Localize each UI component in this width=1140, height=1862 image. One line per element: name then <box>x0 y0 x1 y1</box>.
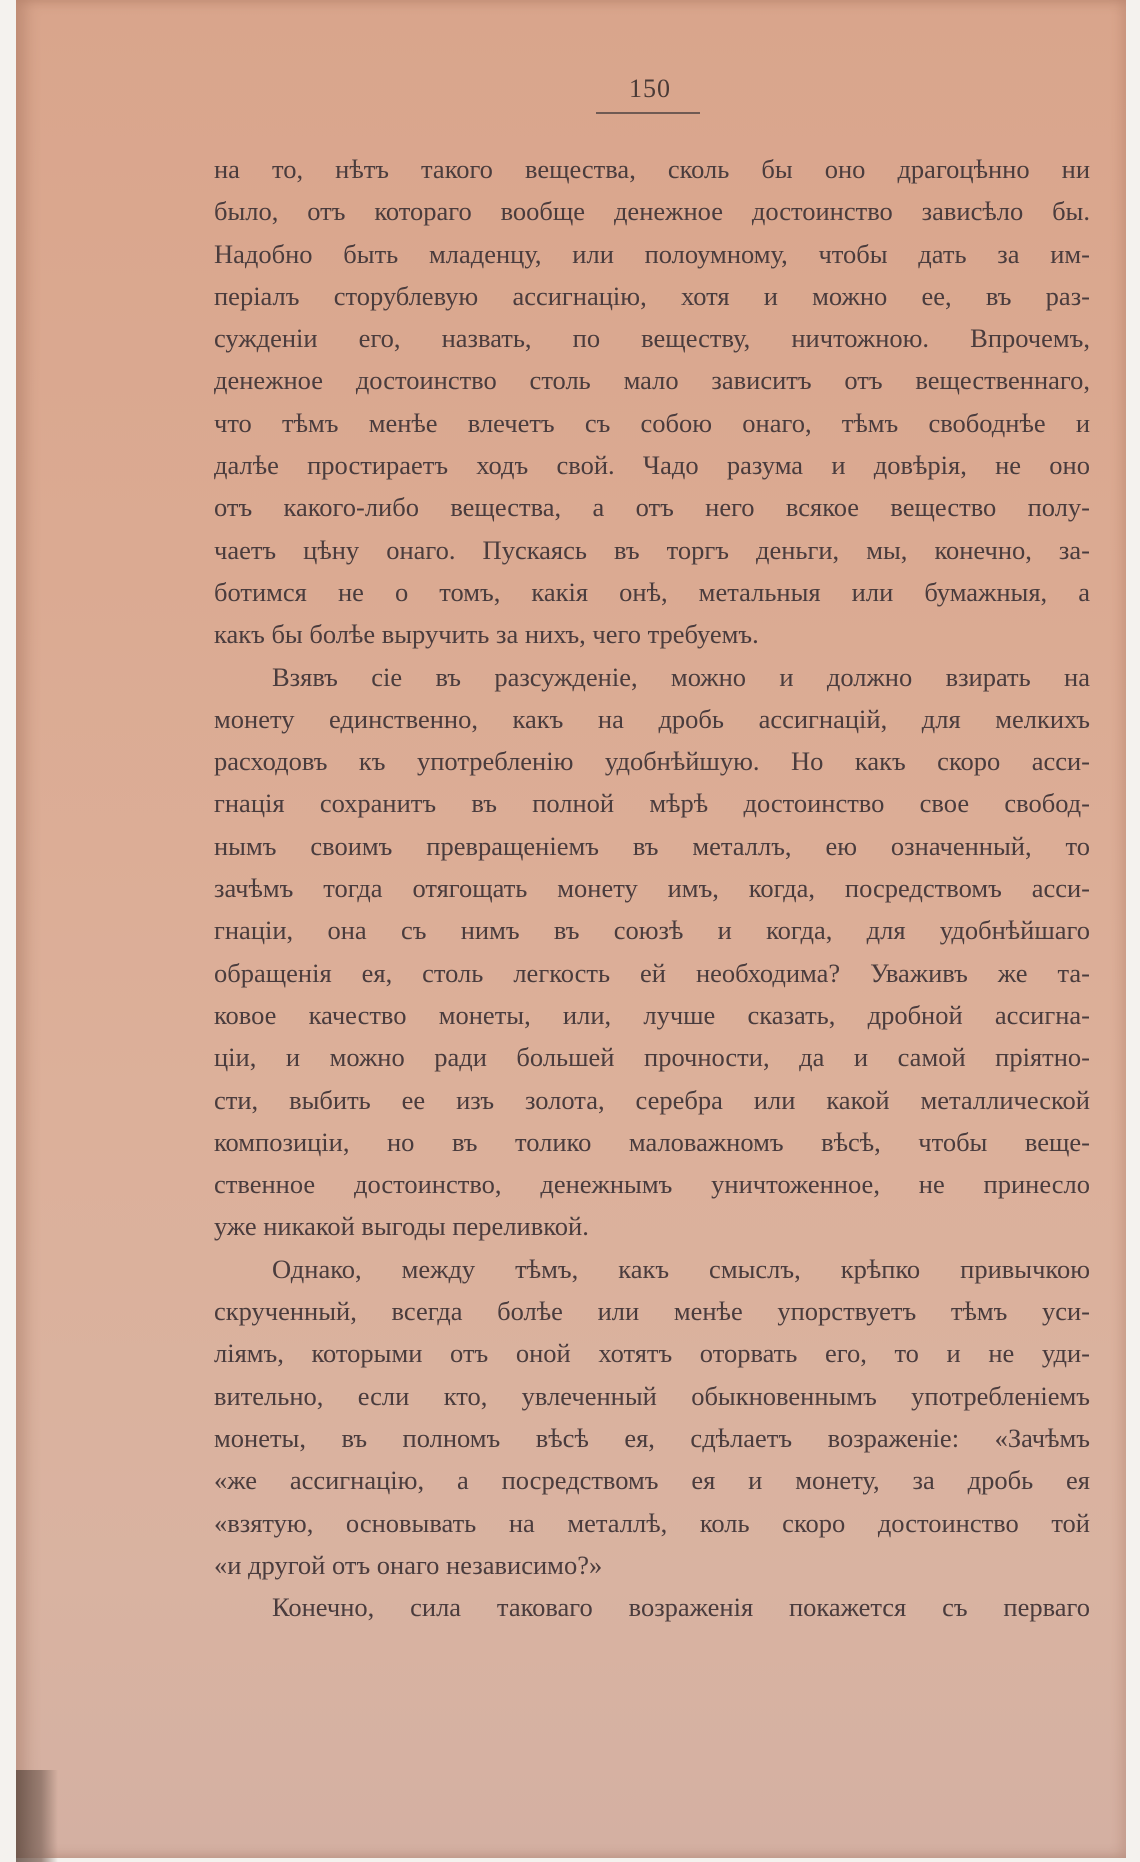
text-line: какъ бы болѣе выручить за нихъ, чего требуемъ. <box>214 619 759 650</box>
page-number-rule <box>596 112 700 114</box>
text-line: сти, выбить ее изъ золота, серебра или какой металлической <box>214 1084 1090 1115</box>
text-line: ліямъ, которыми отъ оной хотятъ оторвать его, то и не уди- <box>214 1338 1090 1369</box>
text-line: монету единственно, какъ на дробь ассигнацій, для мелкихъ <box>214 703 1090 734</box>
text-line: монеты, въ полномъ вѣсѣ ея, сдѣлаетъ возраженіе: «Зачѣмъ <box>214 1422 1090 1453</box>
text-line: Надобно быть младенцу, или полоумному, чтобы дать за им- <box>214 238 1090 269</box>
text-line: денежное достоинство столь мало зависитъ отъ вещественнаго, <box>214 365 1090 396</box>
text-line: обращенія ея, столь легкость ей необходима? Уваживъ же та- <box>214 957 1090 988</box>
body-text <box>214 148 1090 1628</box>
text-line: сужденіи его, назвать, по веществу, ничтожною. Впрочемъ, <box>214 323 1090 354</box>
text-line: было, отъ котораго вообще денежное достоинство зависѣло бы. <box>214 196 1090 227</box>
text-line: Однако, между тѣмъ, какъ смыслъ, крѣпко привычкою <box>272 1253 1090 1284</box>
page-edge-shadow <box>16 1770 58 1862</box>
text-line: Взявъ сіе въ разсужденіе, можно и должно взирать на <box>272 661 1090 692</box>
text-line: ціи, и можно ради большей прочности, да и самой пріятно- <box>214 1042 1090 1073</box>
text-line: періалъ сторублевую ассигнацію, хотя и можно ее, въ раз- <box>214 280 1090 311</box>
text-line: композиціи, но въ толико маловажномъ вѣсѣ, чтобы веще- <box>214 1126 1090 1157</box>
text-line: зачѣмъ тогда отягощать монету имъ, когда, посредствомъ асси- <box>214 873 1090 904</box>
text-line: расходовъ къ употребленію удобнѣйшую. Но какъ скоро асси- <box>214 746 1090 777</box>
text-line: ботимся не о томъ, какія онѣ, метальныя или бумажныя, а <box>214 576 1090 607</box>
text-line: гнація сохранитъ въ полной мѣрѣ достоинство свое свобод- <box>214 788 1090 819</box>
text-line: далѣе простираетъ ходъ свой. Чадо разума и довѣрія, не оно <box>214 450 1090 481</box>
text-line: на то, нѣтъ такого вещества, сколь бы оно драгоцѣнно ни <box>214 154 1090 184</box>
text-line: Конечно, сила таковаго возраженія покажется съ перваго <box>272 1592 1090 1623</box>
text-line: «и другой отъ онаго независимо?» <box>214 1549 603 1580</box>
text-line: отъ какого-либо вещества, а отъ него всякое вещество полу- <box>214 492 1090 523</box>
page-number: 150 <box>629 74 671 103</box>
text-line: гнаціи, она съ нимъ въ союзѣ и когда, для удобнѣйшаго <box>214 915 1090 946</box>
text-line: ковое качество монеты, или, лучше сказать, дробной ассигна- <box>214 999 1090 1030</box>
text-line: скрученный, всегда болѣе или менѣе упорствуетъ тѣмъ уси- <box>214 1296 1090 1327</box>
text-line: уже никакой выгоды переливкой. <box>214 1211 589 1242</box>
text-line: что тѣмъ менѣе влечетъ съ собою онаго, тѣмъ свободнѣе и <box>214 407 1090 438</box>
text-line: нымъ своимъ превращеніемъ въ металлъ, ею означенный, то <box>214 830 1090 861</box>
text-line: ственное достоинство, денежнымъ уничтоженное, не принесло <box>214 1169 1090 1200</box>
text-line: «же ассигнацію, а посредствомъ ея и монету, за дробь ея <box>214 1465 1090 1496</box>
text-line: чаетъ цѣну онаго. Пускаясь въ торгъ деньги, мы, конечно, за- <box>214 534 1090 565</box>
text-line: вительно, если кто, увлеченный обыкновеннымъ употребленіемъ <box>214 1380 1090 1411</box>
text-line: «взятую, основывать на металлѣ, коль скоро достоинство той <box>214 1507 1090 1538</box>
